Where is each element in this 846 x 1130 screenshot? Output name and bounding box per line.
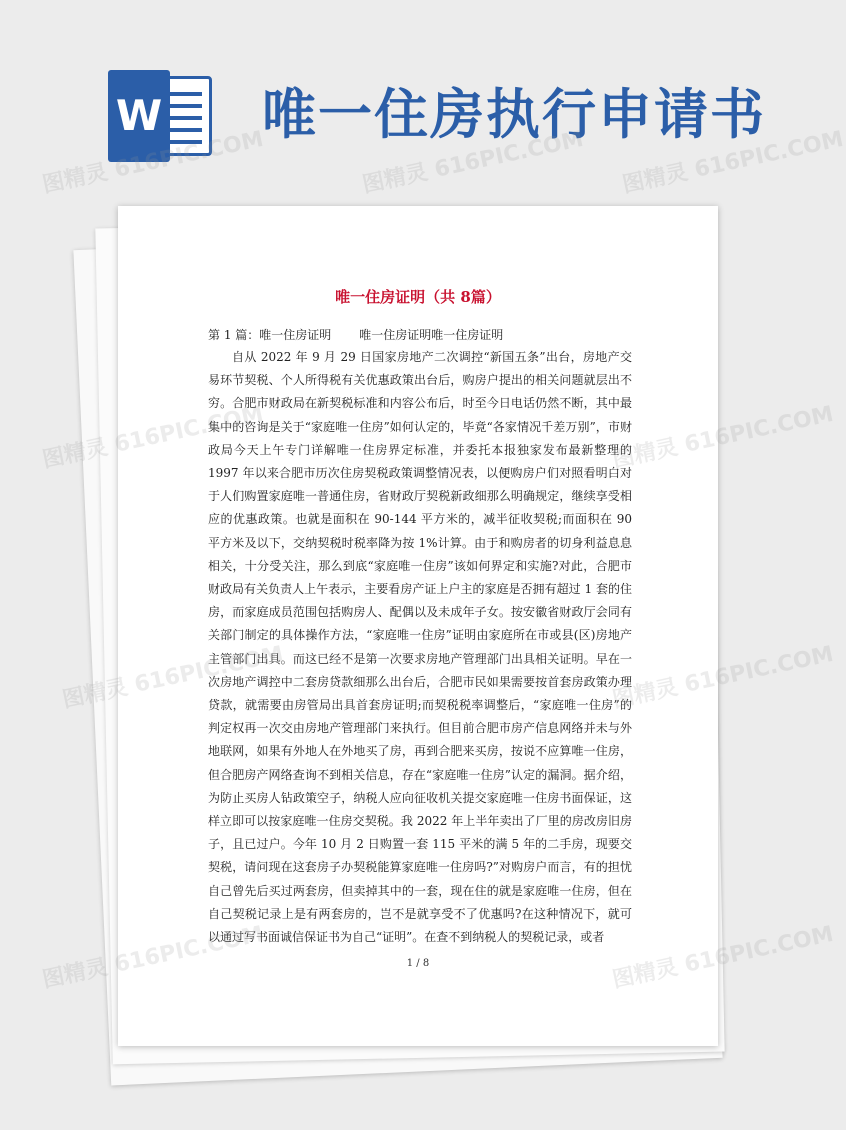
word-icon-letter: W <box>108 70 170 162</box>
document-subtitle <box>208 324 638 346</box>
watermark: 图精灵 616PIC.COM <box>360 126 586 199</box>
watermark: 图精灵 616PIC.COM <box>40 126 266 199</box>
document-body: 自从 2022 年 9 月 29 日国家房地产二次调控“新国五条”出台，房地产交易环节契税、个人所得税有关优惠政策出台后，购房户提出的相关问题就层出不穷。合肥市财政局在新契税标准和内容公布后，时至今日电话仍然不断，其中最集中的咨询是关于“家庭唯一住房”如何认定的，毕竟“各家情况千差万别”，市财政局今天上午专门详解唯一住房界定标准，并委托本报独家发布最新整理的 1997 年以来合肥市历次住房契税政策调整情况表，以便购房户们对照看明白对于人们购置家庭唯一普通住房，省财政厅契税新政细那么明确规定，继续享受相应的优惠政策。也就是面积在 90-144 平方米的，减半征收契税;而面积在 90 平方米及以下，交纳契税时税率降为按 1%计算。由于和购房者的切身利益息息相关，十分受关注，那么到底“家庭唯一住房”该如何界定和实施?对此，合肥市财政局有关负责人上午表示，主要看房产证上户主的家庭是否拥有超过 1 套的住房，而家庭成员范围包括购房人、配偶以及未成年子女。按安徽省财政厅会同有关部门制定的具体操作方法，“家庭唯一住房”证明由家庭所在市或县(区)房地产主管部门出具。而这已经不是第一次要求房地产管理部门出具相关证明。早在一次房地产调控中二套房贷款细那么出台后，合肥市民如果需要按首套房政策办理贷款，就需要由房管局出具首套房证明;而契税税率调整后，“家庭唯一住房”的判定权再一次交由房地产管理部门来执行。但目前合肥市房产信息网络并未与外地联网，如果有外地人在外地买了房，再到合肥来买房，按说不应算唯一住房，但合肥房产网络查询不到相关信息，存在“家庭唯一住房”认定的漏洞。据介绍，为防止买房人钻政策空子，纳税人应向征收机关提交家庭唯一住房书面保证，这样立即可以按家庭唯一住房交契税。我 2022 年上半年卖出了厂里的房改房旧房子，且已过户。今年 10 月 2 日购置一套 115 平米的满 5 年的二手房，现要交契税，请问现在这套房子办契税能算家庭唯一住房吗?”对购房户而言，有的担忧自己曾先后买过两套房，但卖掉其中的一套，现在住的就是家庭唯一住房，但在自己契税记录上是有两套房的，岂不是就享受不了优惠吗?在这种情况下，就可以通过写书面诚信保证书为自己“证明”。在查不到纳税人的契税记录，或者 <box>208 350 632 945</box>
banner <box>0 0 800 200</box>
page-number: 1 / 8 <box>406 958 430 969</box>
watermark: 图精灵 616PIC.COM <box>610 641 836 714</box>
subtitle-chapter: 第 1 篇：唯一住房证明 <box>208 328 332 342</box>
banner-title: 唯一住房执行申请书 <box>262 83 766 146</box>
watermark: 图精灵 616PIC.COM <box>610 401 836 474</box>
document-page <box>118 206 718 1046</box>
watermark: 图精灵 <box>40 954 111 994</box>
watermark: 图精灵 616PIC.COM <box>620 126 846 199</box>
watermark: 图精灵 616PIC.COM <box>610 921 836 994</box>
document-title: 唯一住房证明（共 8篇） <box>335 288 501 306</box>
word-document-icon <box>108 70 212 162</box>
watermark: 图精灵 <box>40 434 111 474</box>
subtitle-heading: 唯一住房证明唯一住房证明 <box>359 328 504 342</box>
